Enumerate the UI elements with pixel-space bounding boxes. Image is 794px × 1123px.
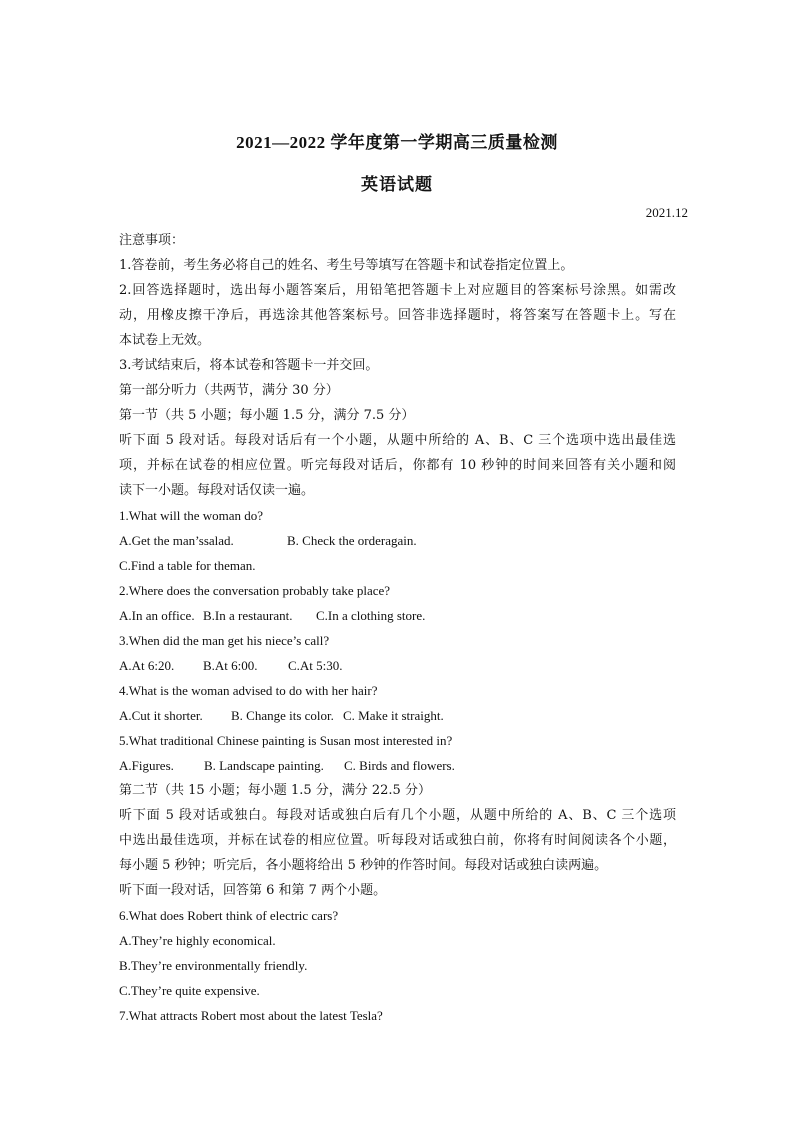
option-c: C.In a clothing store.	[316, 608, 426, 623]
section2-heading: 第二节（共 15 小题；每小题 1.5 分，满分 22.5 分）	[119, 783, 431, 798]
option-b: B. Change its color.	[231, 708, 334, 723]
option-b: B.They’re environmentally friendly.	[119, 958, 308, 973]
question-4-options	[119, 703, 676, 728]
option-c: C. Make it straight.	[343, 708, 444, 723]
option-c: C.Find a table for theman.	[119, 558, 256, 573]
option-b: B.At 6:00.	[203, 658, 258, 673]
note-item-2-line-1: 2.回答选择题时，选出每小题答案后，用铅笔把答题卡上对应题目的答案标号涂黑。如需改	[119, 283, 676, 298]
option-b: B. Landscape painting.	[204, 758, 324, 773]
section1-instr-line-2: 项，并标在试卷的相应位置。听完每段对话后，你都有 10 秒钟的时间来回答有关小题和阅	[119, 458, 676, 473]
option-a: A.At 6:20.	[119, 658, 175, 673]
section1-instr-line-3: 读下一小题。每段对话仅读一遍。	[119, 483, 315, 498]
option-a: A.Figures.	[119, 758, 174, 773]
section2-instr-line-2: 中选出最佳选项，并标在试卷的相应位置。听每段对话或独白前，你将有时间阅读各个小题，	[119, 833, 676, 848]
note-item-2-line-3: 本试卷上无效。	[119, 333, 211, 348]
question-7: 7.What attracts Robert most about the latest Tesla?	[119, 1008, 383, 1023]
option-a: A.In an office.	[119, 608, 195, 623]
question-2-options	[119, 603, 676, 628]
notes-heading: 注意事项：	[119, 233, 185, 248]
option-b: B. Check the orderagain.	[287, 533, 417, 548]
note-item-1: 1.答卷前，考生务必将自己的姓名、考生号等填写在答题卡和试卷指定位置上。	[119, 258, 574, 273]
section2-instr-line-3: 每小题 5 秒钟；听完后，各小题将给出 5 秒钟的作答时间。每段对话或独白读两遍。	[119, 858, 608, 873]
option-b: B.In a restaurant.	[203, 608, 293, 623]
option-c: C. Birds and flowers.	[344, 758, 455, 773]
note-item-2-line-2: 动，用橡皮擦干净后，再选涂其他答案标号。回答非选择题时，将答案写在答题卡上。写在	[119, 308, 676, 323]
exam-body	[119, 228, 676, 1028]
option-a: A.Cut it shorter.	[119, 708, 203, 723]
dialog6-intro: 听下面一段对话，回答第 6 和第 7 两个小题。	[119, 883, 387, 898]
question-6: 6.What does Robert think of electric cars?	[119, 908, 339, 923]
question-5: 5.What traditional Chinese painting is Susan most interested in?	[119, 733, 453, 748]
exam-title: 2021—2022 学年度第一学期高三质量检测	[236, 133, 558, 152]
question-2: 2.Where does the conversation probably take place?	[119, 583, 391, 598]
option-c: C.At 5:30.	[288, 658, 343, 673]
option-a: A.They’re highly economical.	[119, 933, 276, 948]
exam-subtitle: 英语试题	[361, 175, 433, 194]
option-c: C.They’re quite expensive.	[119, 983, 260, 998]
question-5-options	[119, 753, 676, 778]
section1-heading: 第一节（共 5 小题；每小题 1.5 分，满分 7.5 分）	[119, 408, 415, 423]
part1-heading: 第一部分听力（共两节，满分 30 分）	[119, 383, 339, 398]
question-4: 4.What is the woman advised to do with her hair?	[119, 683, 378, 698]
note-item-3: 3.考试结束后，将本试卷和答题卡一并交回。	[119, 358, 379, 373]
question-3-options	[119, 653, 676, 678]
exam-date: 2021.12	[645, 205, 688, 220]
section2-instr-line-1: 听下面 5 段对话或独白。每段对话或独白后有几个小题，从题中所给的 A、B、C 三个选项	[119, 808, 676, 823]
option-a: A.Get the man’ssalad.	[119, 533, 234, 548]
question-1: 1.What will the woman do?	[119, 508, 264, 523]
question-1-options	[119, 528, 676, 553]
question-3: 3.When did the man get his niece’s call?	[119, 633, 330, 648]
section1-instr-line-1: 听下面 5 段对话。每段对话后有一个小题，从题中所给的 A、B、C 三个选项中选出最佳选	[119, 433, 676, 448]
